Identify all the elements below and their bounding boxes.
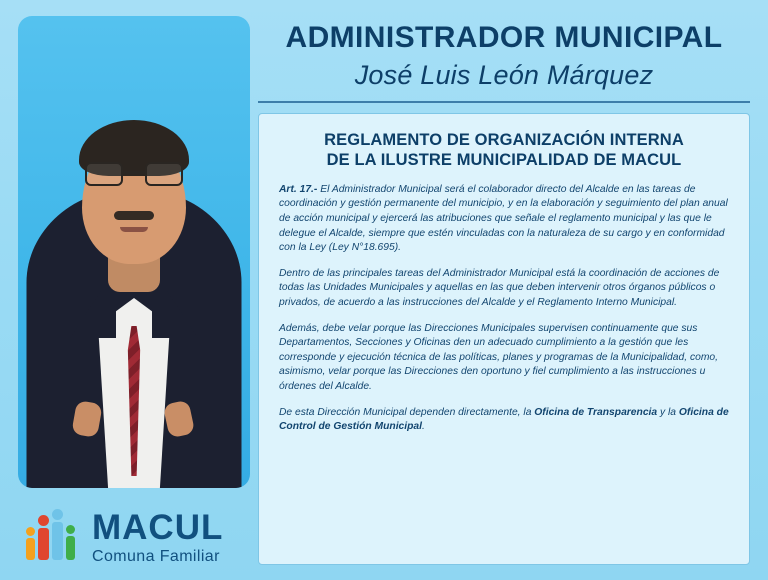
office-transparency: Oficina de Transparencia bbox=[534, 406, 658, 418]
document-title-line1: REGLAMENTO DE ORGANIZACIÓN INTERNA bbox=[324, 130, 684, 149]
glasses-bridge bbox=[123, 171, 145, 174]
right-column bbox=[258, 22, 750, 558]
glasses-icon bbox=[85, 162, 183, 188]
logo-figure-green bbox=[66, 536, 75, 560]
header-divider bbox=[258, 101, 750, 103]
glasses-lens-right bbox=[145, 162, 183, 186]
logo-figure-orange bbox=[26, 538, 35, 560]
macul-logo bbox=[24, 502, 264, 572]
portrait-photo bbox=[18, 16, 250, 488]
document-body bbox=[279, 183, 729, 435]
person-name: José Luis León Márquez bbox=[354, 59, 654, 90]
dependencies-text-1: De esta Dirección Municipal dependen directamente, la bbox=[279, 406, 535, 418]
dependencies-text-2: y la bbox=[657, 406, 679, 418]
paragraph-supervision: Además, debe velar porque las Direcciones Municipales supervisen continuamente que sus Departamentos, Secciones y Oficinas den un adecuado cumplimiento a la gestión que les corresponde y ejecución técnica de las políticas, planes y programas de la Municipalidad, como, asimismo, velar porque las Direcciones den oportuno y fiel cumplimiento a las instrucciones u órdenes del Alcalde. bbox=[279, 322, 719, 393]
logo-figure-blue bbox=[52, 522, 63, 560]
paragraph-text: El Administrador Municipal será el colaborador directo del Alcalde en las tareas de coordinación y gestión permanente del municipio, y en la elaboración y seguimiento del plan anual de acción municipal y ejercerá las atribuciones que señale el reglamento municipal y las que le delegue el Alcalde, siempre que estén vinculadas con la naturaleza de su cargo y en conformidad con la Ley (Ley N°18.695). bbox=[279, 183, 728, 254]
logo-figure-red bbox=[38, 528, 49, 560]
office-control-management: Oficina de Control de Gestión Municipal bbox=[279, 406, 729, 433]
document-title-line2: DE LA ILUSTRE MUNICIPALIDAD DE MACUL bbox=[326, 151, 682, 170]
macul-logo-text bbox=[92, 507, 224, 565]
logo-title: MACUL bbox=[92, 507, 224, 547]
portrait-illustration bbox=[18, 16, 250, 488]
document-title bbox=[279, 130, 729, 171]
paragraph-lead: Art. 17.- bbox=[279, 183, 318, 195]
logo-head-orange bbox=[26, 527, 35, 536]
mouth-shape bbox=[120, 227, 148, 232]
macul-logo-icon bbox=[24, 508, 82, 566]
page-title: ADMINISTRADOR MUNICIPAL bbox=[285, 21, 723, 54]
regulation-card bbox=[258, 113, 750, 565]
logo-head-green bbox=[66, 525, 75, 534]
left-column bbox=[18, 16, 250, 564]
logo-head-blue bbox=[52, 509, 63, 520]
paragraph-tasks: Dentro de las principales tareas del Administrador Municipal está la coordinación de acciones de todas las Unidades Municipales y aquellas en las que deben intervenir otros órganos públicos o privados, de acuerdo a las instrucciones del Alcalde y el Reglamento Interno Municipal. bbox=[279, 267, 720, 309]
glasses-lens-left bbox=[85, 162, 123, 186]
logo-subtitle: Comuna Familiar bbox=[92, 547, 220, 565]
moustache-shape bbox=[114, 211, 154, 220]
paragraph-dependencies bbox=[279, 406, 729, 435]
dependencies-text-3: . bbox=[422, 421, 425, 433]
logo-head-red bbox=[38, 515, 49, 526]
paragraph-art17 bbox=[279, 183, 729, 256]
